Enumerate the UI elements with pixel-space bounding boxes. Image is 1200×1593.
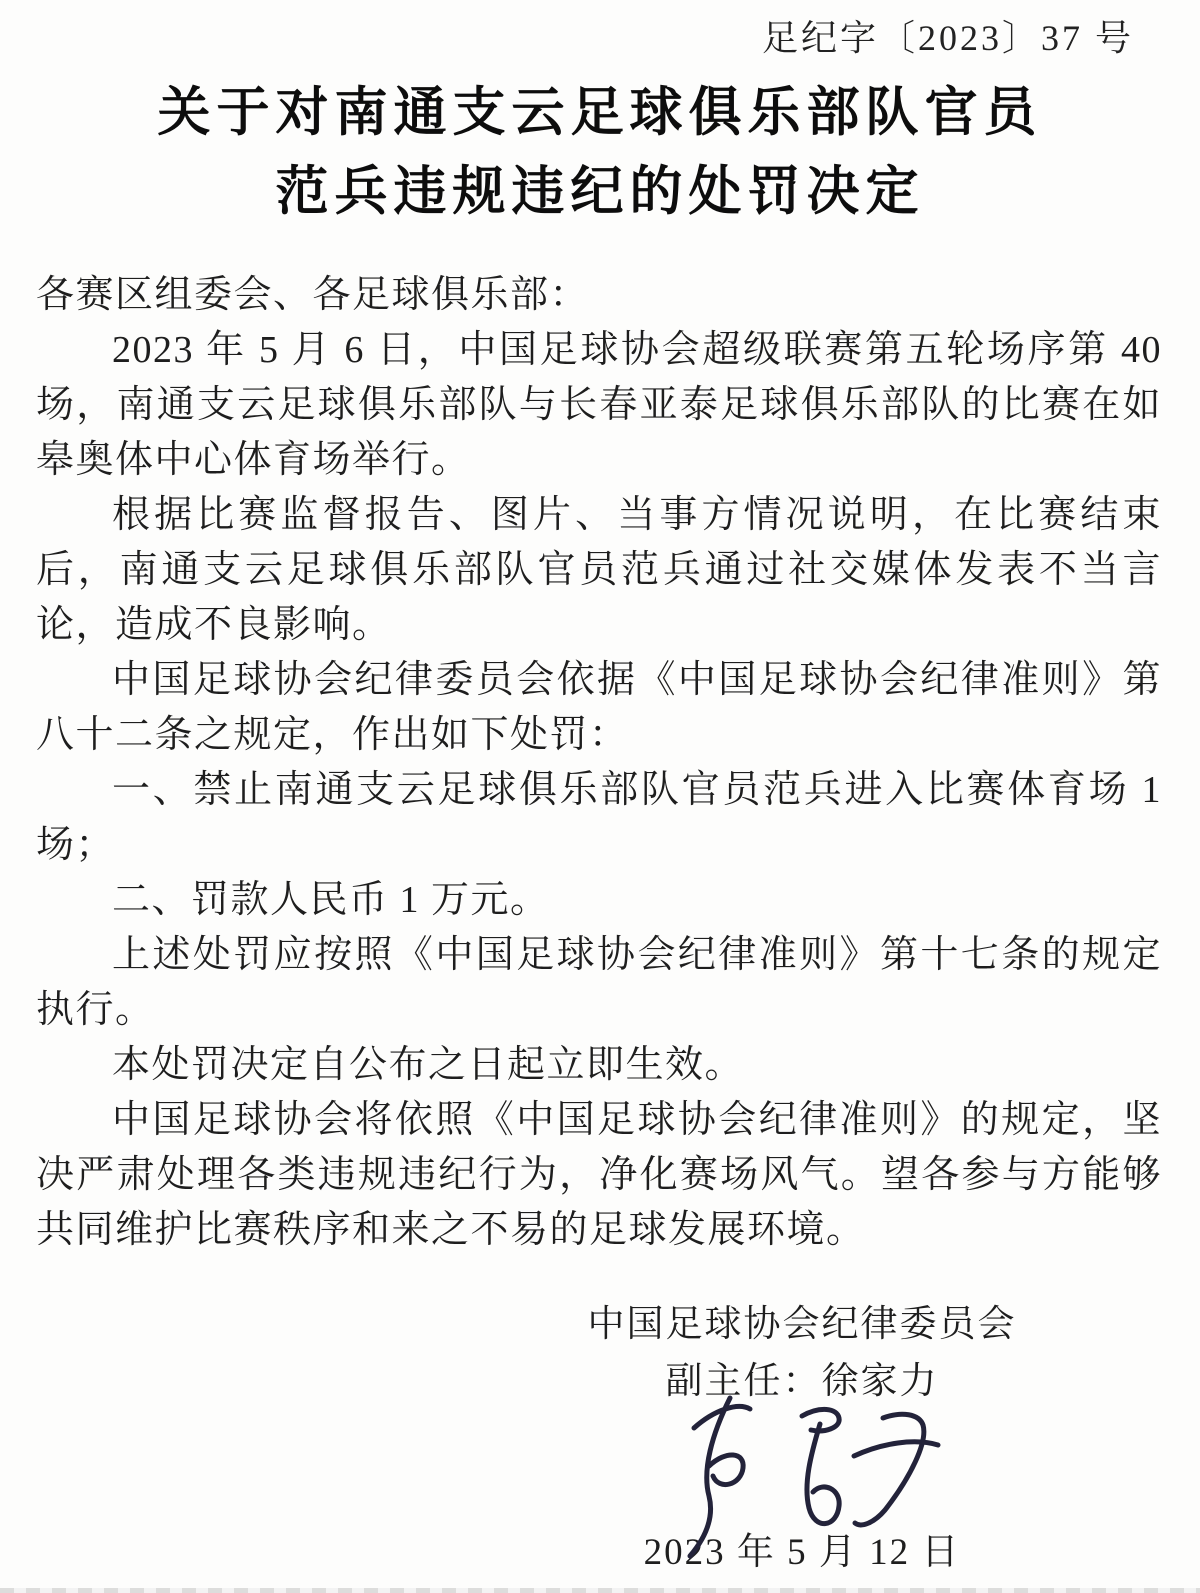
handwritten-signature-strokes — [652, 1384, 952, 1569]
body-paragraph: 2023 年 5 月 6 日，中国足球协会超级联赛第五轮场序第 40 场，南通支云足球俱乐部队与长春亚泰足球俱乐部队的比赛在如皋奥体中心体育场举行。 — [36, 329, 1162, 481]
signature-block — [392, 1296, 1200, 1581]
body-paragraph: 中国足球协会纪律委员会依据《中国足球协会纪律准则》第八十二条之规定，作出如下处罚： — [36, 659, 1162, 756]
scan-artifact-edge — [0, 1588, 1200, 1593]
signature-date: 2023 年 5 月 12 日 — [643, 1532, 961, 1573]
paragraph-list — [36, 323, 1162, 1258]
body-paragraph: 二、罚款人民币 1 万元。 — [112, 879, 550, 921]
signature-signer: 副主任：徐家力 — [665, 1361, 939, 1402]
signature-org: 中国足球协会纪律委员会 — [587, 1304, 1017, 1345]
document-body — [36, 268, 1162, 1258]
handwritten-signature — [392, 1396, 1200, 1546]
body-paragraph: 一、禁止南通支云足球俱乐部队官员范兵进入比赛体育场 1 场； — [36, 769, 1162, 866]
body-paragraph: 上述处罚应按照《中国足球协会纪律准则》第十七条的规定执行。 — [36, 934, 1162, 1031]
body-paragraph: 中国足球协会将依照《中国足球协会纪律准则》的规定，坚决严肃处理各类违规违纪行为，净化赛场风气。望各参与方能够共同维护比赛秩序和来之不易的足球发展环境。 — [36, 1099, 1162, 1251]
body-paragraph: 根据比赛监督报告、图片、当事方情况说明，在比赛结束后，南通支云足球俱乐部队官员范兵通过社交媒体发表不当言论，造成不良影响。 — [36, 494, 1162, 646]
document-title — [0, 74, 1200, 232]
document-title-line2: 范兵违规违纪的处罚决定 — [275, 163, 925, 221]
body-paragraph: 本处罚决定自公布之日起立即生效。 — [112, 1044, 745, 1086]
document-title-line1: 关于对南通支云足球俱乐部队官员 — [157, 84, 1043, 142]
salutation: 各赛区组委会、各足球俱乐部： — [36, 274, 590, 316]
doc-number: 足纪字〔2023〕37 号 — [761, 18, 1134, 58]
